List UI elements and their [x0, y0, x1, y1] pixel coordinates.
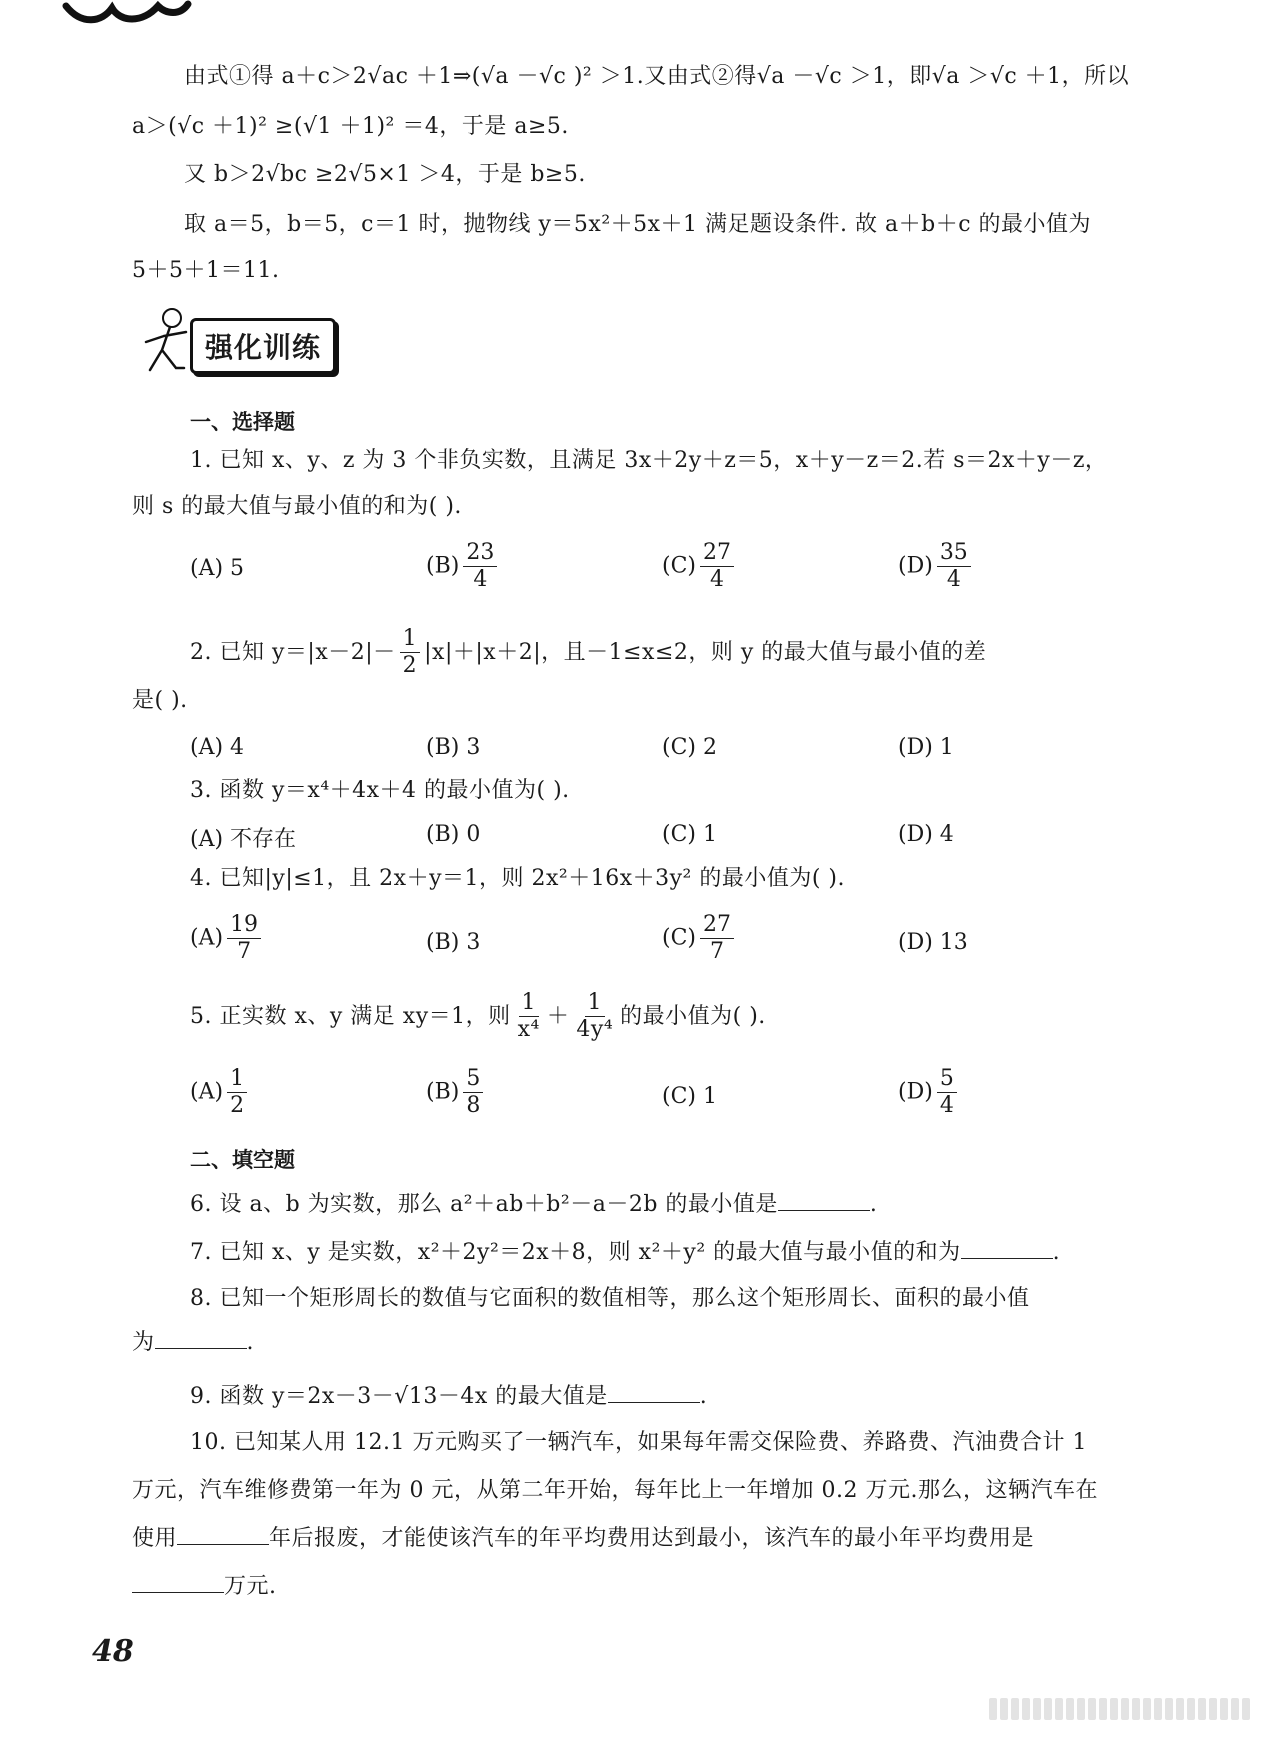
q6-text: 6. 设 a、b 为实数，那么 a²＋ab＋b²－a－2b 的最小值是	[190, 1192, 778, 1217]
fraction	[400, 626, 421, 679]
fraction-denominator: 4	[946, 567, 961, 592]
q2-option-d: (D) 1	[898, 735, 954, 760]
q4-line-1: 4. 已知|y|≤1，且 2x＋y＝1，则 2x²＋16x＋3y² 的最小值为( ).	[190, 866, 846, 891]
q10-text-end: 万元.	[224, 1574, 277, 1599]
q3-option-c: (C) 1	[662, 822, 717, 847]
answer-blank[interactable]	[608, 1380, 700, 1403]
period: .	[246, 1330, 255, 1355]
q1-line-2: 则 s 的最大值与最小值的和为( ).	[132, 494, 462, 519]
q1-line-1: 1. 已知 x、y、z 为 3 个非负实数，且满足 3x＋2y＋z＝5，x＋y－z＝2.若 s＝2x＋y－z，	[190, 448, 1108, 473]
q8-text: 为	[132, 1330, 155, 1355]
fraction	[227, 1066, 247, 1119]
q3-option-a: (A) 不存在	[190, 827, 297, 852]
fraction	[700, 540, 734, 593]
period: .	[699, 1384, 708, 1409]
fraction-numerator: 5	[937, 1066, 957, 1093]
option-label: (B)	[426, 553, 460, 579]
fraction-denominator: 7	[710, 939, 724, 964]
option-label: (B)	[426, 1079, 460, 1105]
q8-line-1: 8. 已知一个矩形周长的数值与它面积的数值相等，那么这个矩形周长、面积的最小值	[190, 1286, 1030, 1311]
answer-blank[interactable]	[778, 1188, 870, 1211]
q5-option-a	[190, 1066, 251, 1119]
q10-text-a: 使用	[132, 1526, 178, 1551]
fraction	[700, 912, 734, 965]
fraction-denominator: 4	[710, 567, 724, 592]
fraction-numerator: 23	[463, 540, 497, 567]
section-title-choice: 一、选择题	[190, 410, 295, 434]
answer-blank[interactable]	[132, 1570, 224, 1593]
q3-option-b: (B) 0	[426, 822, 481, 847]
solution-line-5: 5＋5＋1＝11.	[132, 258, 280, 283]
answer-blank[interactable]	[961, 1236, 1053, 1259]
fraction	[937, 1066, 957, 1119]
fraction-denominator: 2	[402, 653, 418, 678]
q5-line-1	[190, 990, 766, 1043]
fraction	[463, 540, 497, 593]
solution-line-4: 取 a＝5，b＝5，c＝1 时，抛物线 y＝5x²＋5x＋1 满足题设条件. 故 a＋b＋c 的最小值为	[184, 212, 1092, 237]
fraction-denominator: 4	[473, 567, 488, 592]
fraction-numerator: 5	[463, 1066, 483, 1093]
fraction-numerator: 27	[700, 912, 734, 939]
fraction-numerator: 1	[400, 626, 421, 653]
option-label: (C)	[662, 925, 696, 951]
q10-text-b: 年后报废，才能使该汽车的年平均费用达到最小，该汽车的最小年平均费用是	[269, 1526, 1035, 1551]
fraction	[573, 990, 616, 1043]
fraction-denominator: 8	[466, 1093, 481, 1118]
option-label: (A)	[190, 1079, 224, 1105]
q5-option-d	[898, 1066, 961, 1119]
q10-line-2: 万元，汽车维修费第一年为 0 元，从第二年开始，每年比上一年增加 0.2 万元.那么，这辆汽车在	[132, 1478, 1098, 1503]
section-badge: 强化训练	[190, 318, 336, 374]
q6-line	[190, 1188, 877, 1220]
q2-option-c: (C) 2	[662, 735, 717, 760]
fraction-denominator: 2	[230, 1093, 245, 1118]
q2-option-a: (A) 4	[190, 735, 245, 760]
fraction	[463, 1066, 483, 1119]
fraction-numerator: 35	[937, 540, 971, 567]
q5-text-post: 的最小值为( ).	[620, 1003, 766, 1029]
q1-option-d	[898, 540, 975, 593]
q4-option-c	[662, 912, 738, 965]
q8-line-2	[132, 1326, 254, 1358]
q10-line-3	[132, 1522, 1034, 1554]
q1-option-c	[662, 540, 738, 593]
answer-blank[interactable]	[155, 1326, 247, 1349]
fraction-numerator: 1	[227, 1066, 247, 1093]
q2-option-b: (B) 3	[426, 735, 481, 760]
fraction-numerator: 1	[519, 990, 540, 1017]
fraction-denominator: 4	[939, 1093, 954, 1118]
corner-ornament-icon	[62, 0, 192, 26]
q5-option-c: (C) 1	[662, 1084, 717, 1109]
q3-option-d: (D) 4	[898, 822, 954, 847]
solution-line-3: 又 b＞2√bc ≥2√5×1 ＞4，于是 b≥5.	[184, 162, 586, 187]
q5-text-pre: 5. 正实数 x、y 满足 xy＝1，则	[190, 1003, 511, 1029]
q4-option-d: (D) 13	[898, 930, 968, 955]
fraction-denominator: x⁴	[517, 1017, 540, 1042]
q3-line-1: 3. 函数 y＝x⁴＋4x＋4 的最小值为( ).	[190, 778, 570, 803]
q2-text-post: |x|＋|x＋2|，且－1≤x≤2，则 y 的最大值与最小值的差	[424, 639, 987, 665]
fraction	[937, 540, 971, 593]
q1-option-b	[426, 540, 501, 593]
period: .	[869, 1192, 878, 1217]
period: .	[1052, 1240, 1061, 1265]
q7-text: 7. 已知 x、y 是实数，x²＋2y²＝2x＋8，则 x²＋y² 的最大值与最小值的和为	[190, 1240, 961, 1265]
fraction-numerator: 27	[700, 540, 734, 567]
fraction-denominator: 4y⁴	[576, 1017, 614, 1042]
q5-plus: ＋	[546, 1003, 570, 1029]
page-number: 48	[92, 1634, 134, 1669]
watermark-icon	[989, 1698, 1250, 1720]
q10-line-1: 10. 已知某人用 12.1 万元购买了一辆汽车，如果每年需交保险费、养路费、汽油费合计 1	[190, 1430, 1087, 1455]
q7-line	[190, 1236, 1060, 1268]
running-figure-icon	[136, 306, 196, 378]
option-label: (D)	[898, 1079, 933, 1105]
q5-option-b	[426, 1066, 487, 1119]
q1-option-a: (A) 5	[190, 556, 245, 581]
option-label: (A)	[190, 925, 224, 951]
q9-line	[190, 1380, 707, 1412]
fraction	[227, 912, 261, 965]
fraction-denominator: 7	[237, 939, 252, 964]
section-title-fill: 二、填空题	[190, 1148, 295, 1172]
fraction	[515, 990, 543, 1043]
answer-blank[interactable]	[177, 1522, 269, 1545]
option-label: (D)	[898, 553, 933, 579]
q2-line-2: 是( ).	[132, 688, 188, 713]
q4-option-b: (B) 3	[426, 930, 481, 955]
q2-line-1	[190, 626, 986, 679]
q9-text: 9. 函数 y＝2x－3－√13－4x 的最大值是	[190, 1384, 608, 1409]
option-label: (C)	[662, 553, 696, 579]
fraction-numerator: 1	[585, 990, 606, 1017]
fraction-numerator: 19	[227, 912, 261, 939]
solution-line-1: 由式①得 a＋c＞2√ac ＋1⇒(√a －√c )² ＞1.又由式②得√a －√c ＞1，即√a ＞√c ＋1，所以	[184, 64, 1130, 89]
q4-option-a	[190, 912, 265, 965]
q10-line-4	[132, 1570, 277, 1602]
solution-line-2: a＞(√c ＋1)² ≥(√1 ＋1)² ＝4，于是 a≥5.	[132, 114, 569, 139]
q2-text-pre: 2. 已知 y＝|x－2|－	[190, 639, 396, 665]
